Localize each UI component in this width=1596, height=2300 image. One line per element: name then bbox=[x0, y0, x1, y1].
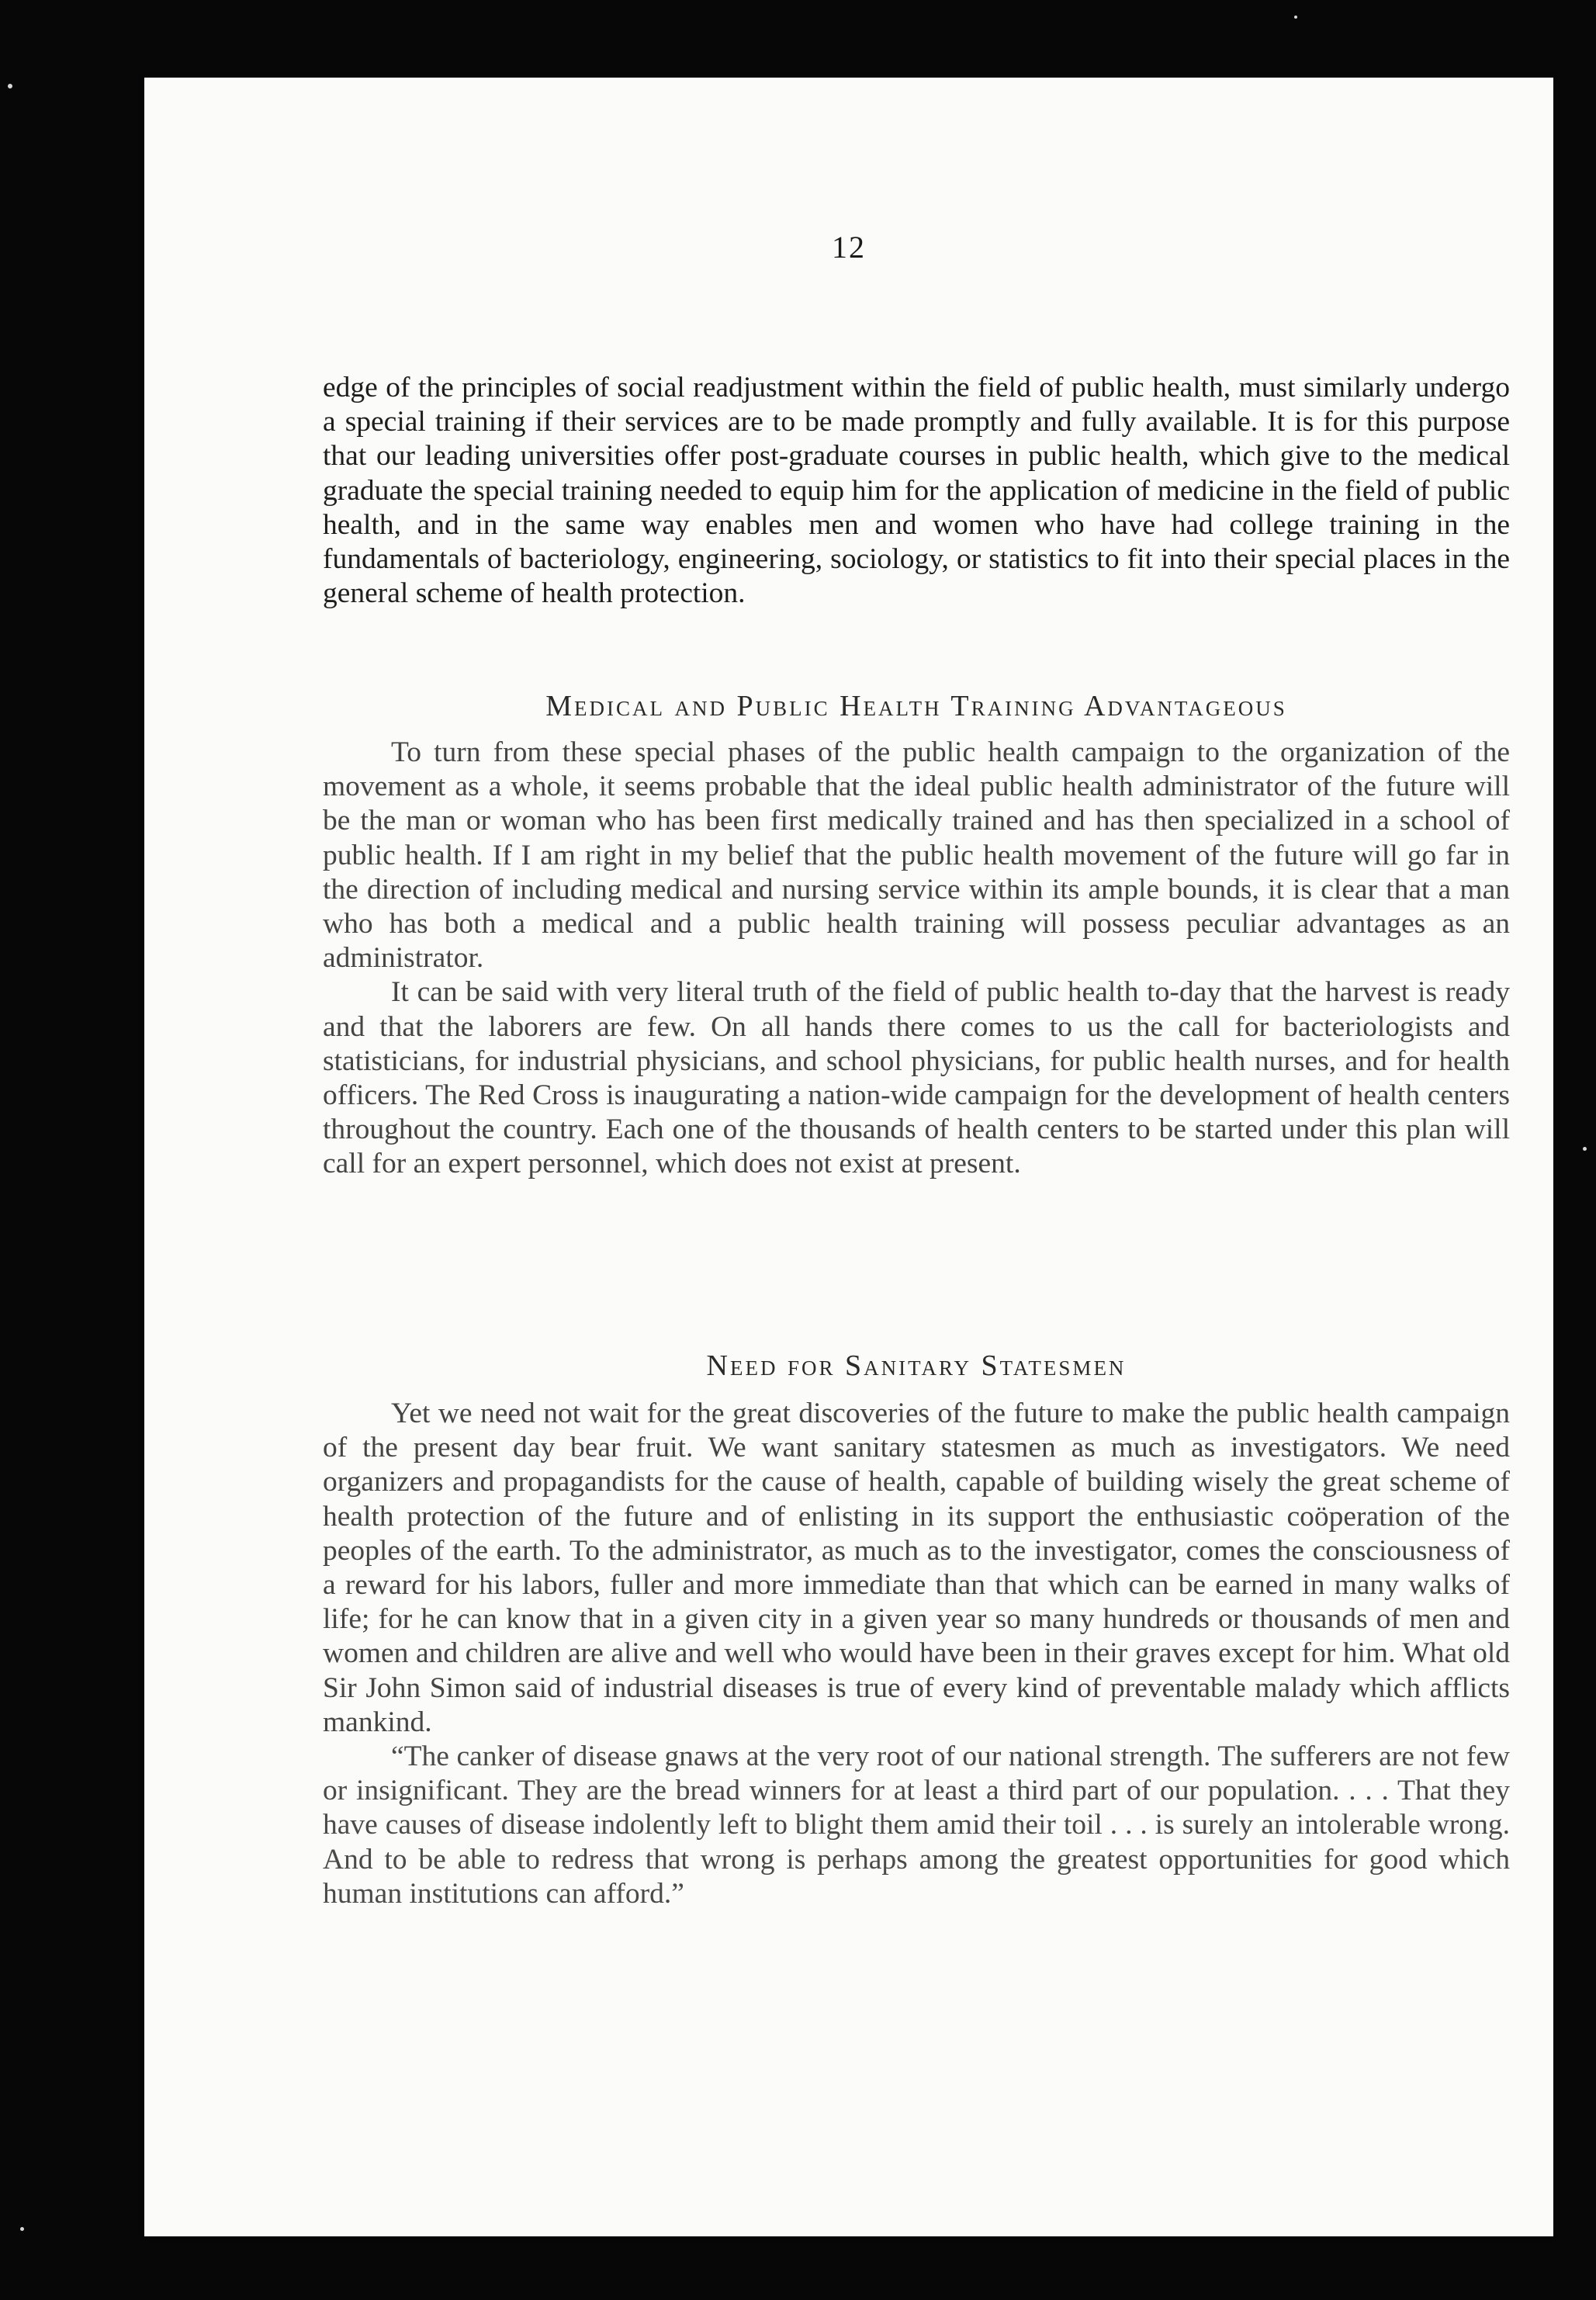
section-statesmen bbox=[323, 1397, 1510, 1911]
section-training bbox=[323, 736, 1510, 1182]
page-number: 12 bbox=[832, 230, 866, 265]
scan-speck bbox=[20, 2227, 24, 2231]
block-quote: “The canker of disease gnaws at the very root of our national strength. The sufferers are not few or insignificant. They are the bread winners for at least a third part of our population. . . . That they have causes of disease indolently left to blight them amid their toil . . . is surely an intolerable wrong. And to be able to redress that wrong is perhaps among the greatest opportunities for good which human institutions can afford.” bbox=[323, 1741, 1510, 1910]
scan-speck bbox=[1583, 1147, 1587, 1151]
paragraph: It can be said with very literal truth of the field of public health to-day that the harvest is ready and that the laborers are few. On all hands there comes to us the call for bacteriologists and statisticians, for industrial physicians, and school physicians, for public health nurses, and for health officers. The Red Cross is inaugurating a nation-wide campaign for the development of health centers throughout the country. Each one of the thousands of health centers to be started under this plan will call for an expert personnel, which does not exist at present. bbox=[323, 976, 1510, 1180]
scan-speck bbox=[8, 84, 12, 88]
book-page bbox=[144, 78, 1553, 2236]
section-heading-training: Medical and Public Health Training Advantageous bbox=[545, 690, 1287, 722]
paragraph: edge of the principles of social readjustment within the field of public health, must similarly undergo a special training if their services are to be made promptly and fully available. It is for this purpose that our leading universities offer post-graduate courses in public health, which give to the medical graduate the special training needed to equip him for the application of medicine in the field of public health, and in the same way enables men and women who have had college training in the fundamentals of bacteriology, engineering, sociology, or statistics to fit into their special places in the general scheme of health protection. bbox=[323, 372, 1510, 610]
paragraph: Yet we need not wait for the great discoveries of the future to make the public health campaign of the present day bear fruit. We want sanitary statesmen as much as investigators. We need organizers and propagandists for the cause of health, capable of building wisely the great scheme of health protection of the future and of enlisting in its support the enthusiastic coöperation of the peoples of the earth. To the administrator, as much as to the investigator, comes the consciousness of a reward for his labors, fuller and more immediate than that which can be earned in many walks of life; for he can know that in a given city in a given year so many hundreds or thousands of men and women and children are alive and well who would have been in their graves except for him. What old Sir John Simon said of industrial diseases is true of every kind of preventable malady which afflicts mankind. bbox=[323, 1398, 1510, 1738]
paragraph: To turn from these special phases of the public health campaign to the organization of the movement as a whole, it seems probable that the ideal public health administrator of the future will be the man or woman who has been first medically trained and has then specialized in a school of public health. If I am right in my belief that the public health movement of the future will go far in the direction of including medical and nursing service within its ample bounds, it is clear that a man who has both a medical and a public health training will possess peculiar advantages as an administrator. bbox=[323, 736, 1510, 975]
scan-speck bbox=[1294, 16, 1297, 19]
section-heading-statesmen: Need for Sanitary Statesmen bbox=[706, 1349, 1127, 1382]
section-intro bbox=[323, 371, 1510, 611]
